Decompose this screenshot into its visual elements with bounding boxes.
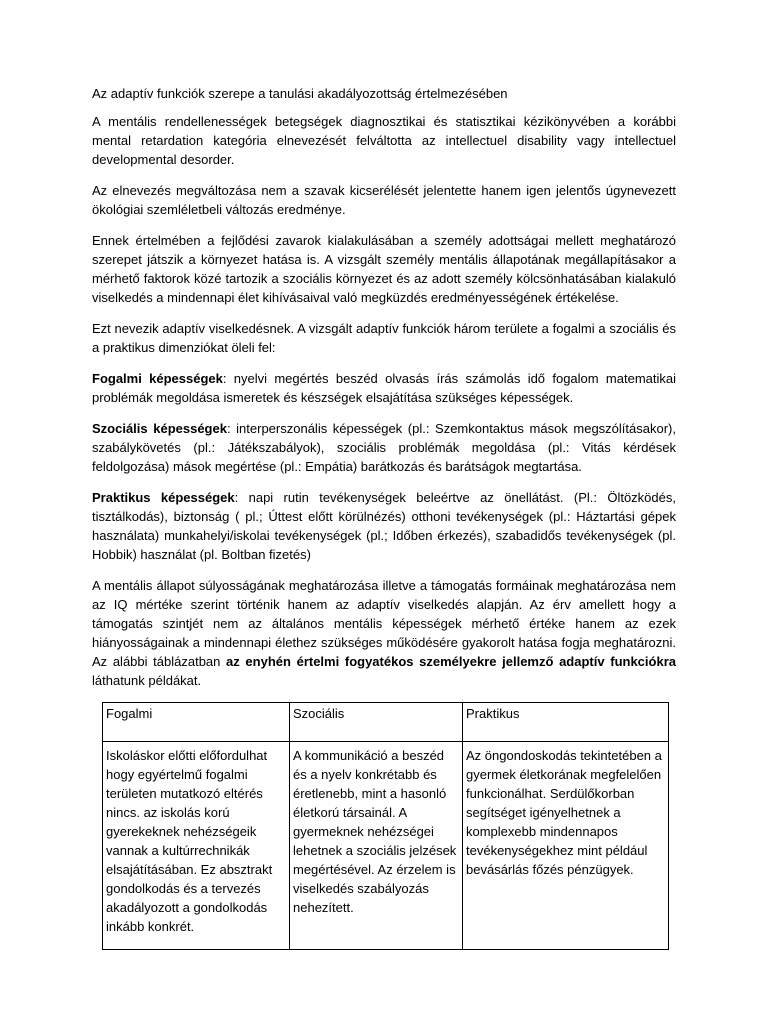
document-title: Az adaptív funkciók szerepe a tanulási akadályozottság értelmezésében <box>92 86 508 101</box>
social-skills-label: Szociális képességek <box>92 421 227 436</box>
table-cell: Iskoláskor előtti előfordulhat hogy egyértelmű fogalmi területen mutatkozó eltérés nincs. az iskolás korú gyerekeknek nehézségeik vannak a kultúrrechnikák elsajátításában. Ez absztrakt gondolkodás és a tervezés akadályozott a gondolkodás inkább konkrét. <box>103 742 290 950</box>
conceptual-skills-label: Fogalmi képességek <box>92 371 223 386</box>
paragraph-severity <box>92 576 676 690</box>
severity-text-bold: az enyhén értelmi fogyatékos személyekre jellemző adaptív funkciókra <box>226 654 676 669</box>
paragraph-dsm: A mentális rendellenességek betegségek diagnosztikai és statisztikai kézikönyvében a korábbi mental retardation kategória elnevezését felváltotta az intellectuel disability vagy intellectuel developmental desorder. <box>92 114 676 167</box>
table-header-cell: Fogalmi <box>103 703 290 742</box>
table-cell: Az öngondoskodás tekintetében a gyermek életkorának megfelelően funkcionálhat. Serdülőkorban segítséget igényelhetnek a komplexebb mindennapos tevékenységekhez mint például bevásárlás főzés pénzügyek. <box>463 742 669 950</box>
paragraph-practical-skills <box>92 488 676 564</box>
table-header-row <box>103 703 669 742</box>
conceptual-skills-text: : nyelvi megértés beszéd olvasás írás számolás idő fogalom matematikai problémák megoldása ismeretek és készségek elsajátítása szükséges képességek. <box>92 371 676 405</box>
paragraph-naming-change: Az elnevezés megváltozása nem a szavak kicserélését jelentette hanem igen jelentős úgynevezett ökológiai szemléletbeli változás eredménye. <box>92 183 676 217</box>
table-header-cell: Praktikus <box>463 703 669 742</box>
practical-skills-label: Praktikus képességek <box>92 490 235 505</box>
paragraph-conceptual-skills <box>92 369 676 407</box>
table-header-cell: Szociális <box>290 703 463 742</box>
adaptive-functions-table <box>102 702 669 950</box>
practical-skills-text: : napi rutin tevékenységek beleértve az önellátást. (Pl.: Öltözködés, tisztálkodás), biztonság ( pl.; Úttest előtt körülnézés) otthoni tevékenységek (pl.: Háztartási gépek használata) munkahelyi/iskolai tevékenységek (pl.; Időben érkezés), szabadidős tevékenységek (pl. Hobbik) használat (pl. Boltban fizetés) <box>92 490 676 562</box>
paragraph-environment: Ennek értelmében a fejlődési zavarok kialakulásában a személy adottságai mellett meghatározó szerepet játszik a környezet hatása is. A vizsgált személy mentális állapotának megállapításakor a mérhető faktorok közé tartozik a szociális környezet és az adott személy kölcsönhatásában kialakuló viselkedés a mindennapi élet kihívásaival való megküzdés eredményességének értékelése. <box>92 233 676 305</box>
severity-text-end: láthatunk példákat. <box>92 673 202 688</box>
table-cell: A kommunikáció a beszéd és a nyelv konkrétabb és éretlenebb, mint a hasonló életkorú társainál. A gyermeknek nehézségei lehetnek a szociális jelzések megértésével. Az érzelem is viselkedés szabályozás nehezített. <box>290 742 463 950</box>
table-row <box>103 742 669 950</box>
document-page <box>92 84 676 950</box>
paragraph-social-skills <box>92 419 676 476</box>
social-skills-text: : interperszonális képességek (pl.: Szemkontaktus mások megszólításakor), szabálykövetés (pl.: Játékszabályok), szociális problémák megoldása (pl.: Vitás kérdések feldolgozása) mások megértése (pl.: Empátia) barátkozás és barátságok megtartása. <box>92 421 676 474</box>
severity-text-start: A mentális állapot súlyosságának meghatározása illetve a támogatás formáinak meghatározása nem az IQ mértéke szerint történik hanem az adaptív viselkedés alapján. Az érv amellett hogy a támogatás szintjét nem az általános mentális képességek mérhető értéke hanem az ezek hiányosságainak a mindennapi élethez szükséges működésére gyakorolt hatása fogja meghatározni. Az alábbi táblázatban <box>92 578 676 669</box>
paragraph-adaptive-behaviour: Ezt nevezik adaptív viselkedésnek. A vizsgált adaptív funkciók három területe a fogalmi a szociális és a praktikus dimenziókat öleli fel: <box>92 321 676 355</box>
